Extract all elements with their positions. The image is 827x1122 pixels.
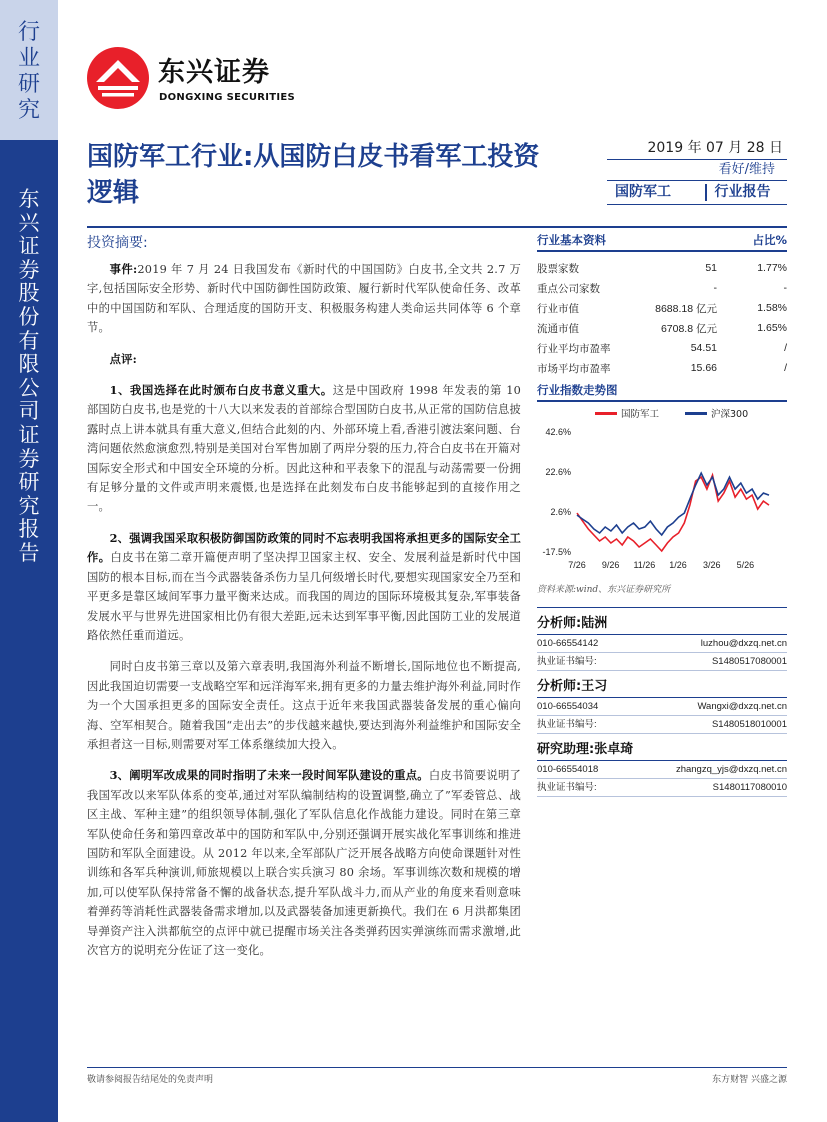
stats-cell-pct: 1.58% xyxy=(757,302,787,314)
point-3-text: 白皮书简要说明了我国军改以来军队体系的变革,通过对军队编制结构的设置调整,确立了”军委管总、战区主战、军种主建”的组织领导体制,强化了军队信息化作战能力建设。同时在第三章军队使命任务和第四章改革中的国防和军队中,分别还强调开展实战化军事训练和推进国防和军队全面建设。从 2012 年以来,全军部队广泛开展各战略方向使命课题针对性训练和各军兵种演训,师旅规模以上联合实兵演习 80 余场。军事训练次数和规模的增加,可以使军队保持常备不懈的战备状态,提升军队战斗力,而从产业的角度来看则意味着弹药等消耗性武器装备需求增加,以及武器装备加速更新换代。我们在 6 月洪都集团导弹资产注入洪都航空的点评中就已提醒市场关注各类弹药因实弹演练而需求激增,此次官方的说明充分佐证了这一变化。 xyxy=(87,769,521,957)
event-paragraph xyxy=(87,260,521,338)
stats-cell-pct: / xyxy=(784,342,787,354)
logo-cn-name: 东兴证券 xyxy=(158,57,270,88)
analyst-role: 研究助理: xyxy=(537,742,595,757)
summary-body xyxy=(87,260,521,972)
stats-cell-label: 重点公司家数 xyxy=(537,282,600,295)
event-label: 事件: xyxy=(109,262,138,276)
event-text: 2019 年 7 月 24 日我国发布《新时代的中国国防》白皮书,全文共 2.7 万字,包括国际安全形势、新时代中国防御性国防政策、履行新时代军队使命任务、改革中的中国国防和军队、合理适度的国防开支、积极服务构建人类命运共同体等 6 个章节。 xyxy=(87,263,521,335)
x-tick-label: 7/26 xyxy=(568,560,586,570)
analyst-block xyxy=(537,671,787,734)
point-1-text: 这是中国政府 1998 年发表的第 10 部国防白皮书,也是党的十八大以来发表的首部综合型国防白皮书,从正常的国防信息披露时点上讲本就具有重大意义,但结合此刻的内、外部环境上看,香港引渡法案问题、台湾问题依然愈演愈烈,特别是美国对台军售加剧了两岸分裂的压力,符合白皮书在开篇对国际安全形式和中国安全环境的分析。因此这种和平表象下的混乱与动荡需要一份拥有足够分量的文件或声明来震慑,也是选择在此刻发布白皮书能够起到的直接作用之一。 xyxy=(87,384,521,514)
stats-cell-value: 15.66 xyxy=(690,362,717,374)
analyst-name-line xyxy=(537,612,787,635)
x-tick-label: 1/26 xyxy=(669,560,687,570)
report-title: 国防军工行业:从国防白皮书看军工投资逻辑 xyxy=(87,142,540,208)
logo-en-name: DONGXING SECURITIES xyxy=(159,92,296,103)
stats-cell-pct: 1.77% xyxy=(757,262,787,274)
stats-cell-pct: 1.65% xyxy=(757,322,787,334)
legend-swatch xyxy=(595,412,617,415)
point-3-title: 3、阐明军改成果的同时指明了未来一段时间军队建设的重点。 xyxy=(109,768,429,783)
stats-cell-pct: - xyxy=(783,282,787,294)
x-tick-label: 9/26 xyxy=(601,560,620,570)
analyst-list xyxy=(537,607,787,797)
analyst-name: 陆洲 xyxy=(581,616,608,631)
chart-source: 资料来源:wind、东兴证券研究所 xyxy=(537,585,671,595)
y-tick-label: 22.6% xyxy=(545,466,571,477)
stats-cell-label: 流通市值 xyxy=(537,322,579,335)
y-tick-label: 2.6% xyxy=(550,506,571,517)
analyst-cert-label: 执业证书编号: xyxy=(537,656,597,667)
footer-disclaimer: 敬请参阅报告结尾处的免责声明 xyxy=(87,1075,214,1085)
point-2-cont-text: 同时白皮书第三章以及第六章表明,我国海外利益不断增长,国际地位也不断提高,因此我国迫切需要一支战略空军和远洋海军来,拥有更多的力量去维护海外利益,同时作为一个大国承担更多的国际安全责任。这点于近年来我国武器装备发展的重心偏向海、空军相契合。随着我国“走出去”的步伐越来越快,要达到海外利益维护和国际安全承担者这一目标,则需要对军工体系继续加大投入。 xyxy=(87,660,521,751)
point-2-continued xyxy=(87,657,521,754)
analyst-role: 分析师: xyxy=(537,616,582,631)
stats-cell-label: 行业市值 xyxy=(537,302,579,315)
stats-row xyxy=(537,338,787,358)
analyst-cert-label: 执业证书编号: xyxy=(537,719,597,730)
analyst-name-line xyxy=(537,738,787,761)
legend-swatch xyxy=(685,412,707,415)
stats-heading-right: 占比% xyxy=(752,233,787,247)
point-3-paragraph xyxy=(87,766,521,960)
y-tick-label: 42.6% xyxy=(545,427,571,437)
point-2-text: 白皮书在第二章开篇便声明了坚决捍卫国家主权、安全、发展利益是新时代中国国防的根本目标,而在当今武器装备杀伤力呈几何级增长时代,要想实现国家安全乃至和平更多是靠区域间军事力量平衡来达成。而我国的周边的国际环境极其复杂,军事装备发展水平与世界先进国家相比仍有很大差距,远未达到军事平衡,因此国防工业的发展道路依然任重而道远。 xyxy=(87,551,521,642)
tag-industry: 国防军工 xyxy=(615,184,671,200)
point-2-paragraph xyxy=(87,529,521,645)
stats-cell-label: 行业平均市盈率 xyxy=(537,342,611,355)
stats-cell-value: 6708.8 亿元 xyxy=(660,322,717,335)
stats-cell-label: 市场平均市盈率 xyxy=(537,362,611,375)
analyst-email[interactable]: Wangxi@dxzq.net.cn xyxy=(697,701,787,712)
stats-cell-value: 8688.18 亿元 xyxy=(655,302,717,315)
report-date: 2019 年 07 月 28 日 xyxy=(607,138,787,160)
analyst-email[interactable]: luzhou@dxzq.net.cn xyxy=(700,638,787,649)
analyst-block xyxy=(537,734,787,797)
analyst-cert-row xyxy=(537,653,787,671)
chart-heading: 行业指数走势图 xyxy=(537,382,787,402)
stats-heading: 行业基本资料 xyxy=(537,233,606,247)
analyst-name: 王习 xyxy=(581,679,608,694)
analyst-phone: 010-66554034 xyxy=(537,701,599,712)
stats-row xyxy=(537,258,787,278)
tag-divider xyxy=(705,184,707,201)
analyst-contact-row xyxy=(537,698,787,716)
stats-row xyxy=(537,358,787,378)
analyst-cert-row xyxy=(537,779,787,797)
logo-mark-icon xyxy=(86,46,150,110)
footer-divider xyxy=(87,1067,787,1068)
analyst-contact-row xyxy=(537,635,787,653)
stats-row xyxy=(537,318,787,338)
review-label: 点评: xyxy=(109,351,137,366)
stats-table xyxy=(537,258,787,378)
stats-cell-label: 股票家数 xyxy=(537,262,579,275)
sidebar-top xyxy=(0,0,58,140)
point-1-paragraph xyxy=(87,381,521,517)
stats-row xyxy=(537,278,787,298)
stats-cell-value: 54.51 xyxy=(690,342,717,354)
analyst-phone: 010-66554018 xyxy=(537,764,599,775)
stats-row xyxy=(537,298,787,318)
x-tick-label: 11/26 xyxy=(633,560,656,570)
stats-cell-pct: / xyxy=(784,362,787,374)
sidebar-top-label: 行业研究 xyxy=(17,20,40,123)
series-line-0 xyxy=(577,475,769,551)
sidebar-main xyxy=(0,140,58,1122)
summary-heading: 投资摘要: xyxy=(87,235,148,251)
analyst-name-line xyxy=(537,675,787,698)
analyst-role: 分析师: xyxy=(537,679,582,694)
report-meta-box xyxy=(607,138,787,205)
analyst-contact-row xyxy=(537,761,787,779)
analyst-email[interactable]: zhangzq_yjs@dxzq.net.cn xyxy=(675,764,787,775)
rating-badge: 看好/维持 xyxy=(607,160,787,181)
analyst-cert-number: S1480518010001 xyxy=(711,719,787,730)
x-tick-label: 3/26 xyxy=(702,560,721,570)
header-divider xyxy=(87,226,787,228)
analyst-block xyxy=(537,608,787,671)
point-1-title: 1、我国选择在此时颁布白皮书意义重大。 xyxy=(109,383,333,398)
analyst-cert-label: 执业证书编号: xyxy=(537,782,597,793)
analyst-cert-row xyxy=(537,716,787,734)
stats-cell-value: - xyxy=(713,282,717,294)
legend-label: 沪深300 xyxy=(711,409,749,420)
y-tick-label: -17.5% xyxy=(542,547,571,557)
stats-heading-row xyxy=(537,232,787,252)
review-heading xyxy=(87,350,521,369)
series-line-1 xyxy=(577,473,769,535)
industry-index-chart xyxy=(537,406,787,576)
analyst-name: 张卓琦 xyxy=(594,742,634,757)
x-tick-label: 5/26 xyxy=(736,560,755,570)
report-tags xyxy=(607,181,787,205)
analyst-cert-number: S1480517080001 xyxy=(711,656,787,667)
tag-report-type: 行业报告 xyxy=(714,184,771,200)
sidebar-main-label: 东兴证券股份有限公司证券研究报告 xyxy=(18,187,40,565)
company-logo xyxy=(86,46,306,110)
analyst-cert-number: S1480117080010 xyxy=(712,782,787,793)
legend-label: 国防军工 xyxy=(621,409,660,420)
analyst-phone: 010-66554142 xyxy=(537,638,599,649)
footer-slogan: 东方财智 兴盛之源 xyxy=(712,1075,787,1085)
side-panel xyxy=(537,232,787,797)
point-2-title: 2、强调我国采取积极防御国防政策的同时不忘表明我国将承担更多的国际安全工作。 xyxy=(87,530,521,565)
stats-cell-value: 51 xyxy=(705,262,717,274)
